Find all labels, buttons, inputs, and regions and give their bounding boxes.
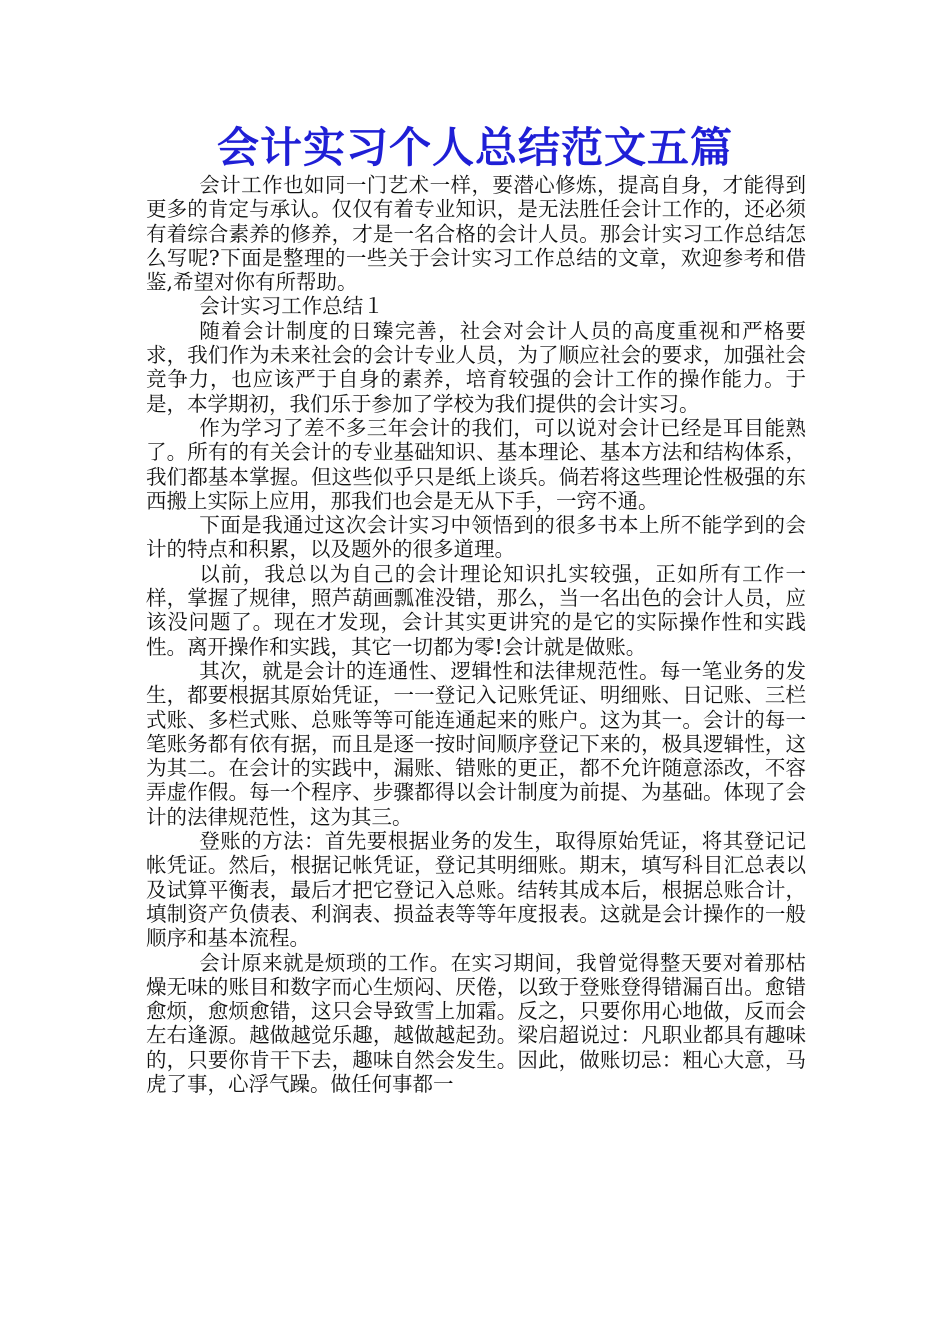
document-body [146,173,806,1096]
section-heading: 会计实习工作总结１ [199,294,384,319]
document-title: 会计实习个人总结范文五篇 [216,123,733,172]
body-paragraph-2: 作为学习了差不多三年会计的我们，可以说对会计已经是耳目能熟了。所有的有关会计的专业基础知识、基本理论、基本方法和结构体系，我们都基本掌握。但这些似乎只是纸上谈兵。倘若将这些理论性极强的东西搬上实际上应用，那我们也会是无从下手，一窍不通。 [146,415,806,513]
body-paragraph-4: 以前，我总以为自己的会计理论知识扎实较强，正如所有工作一样，掌握了规律，照芦葫画瓢准没错，那么，当一名出色的会计人员，应该没问题了。现在才发现，会计其实更讲究的是它的实际操作性和实践性。离开操作和实践，其它一切都为零!会计就是做账。 [146,561,806,659]
body-paragraph-5: 其次，就是会计的连通性、逻辑性和法律规范性。每一笔业务的发生，都要根据其原始凭证，一一登记入记账凭证、明细账、日记账、三栏式账、多栏式账、总账等等可能连通起来的账户。这为其一。会计的每一笔账务都有依有据，而且是逐一按时间顺序登记下来的，极具逻辑性，这为其二。在会计的实践中，漏账、错账的更正，都不允许随意添改，不容弄虚作假。每一个程序、步骤都得以会计制度为前提、为基础。体现了会计的法律规范性，这为其三。 [146,658,806,829]
intro-paragraph: 会计工作也如同一门艺术一样，要潜心修炼，提高自身，才能得到更多的肯定与承认。仅仅有着专业知识，是无法胜任会计工作的，还必须有着综合素养的修养，才是一名合格的会计人员。那会计实习工作总结怎么写呢?下面是整理的一些关于会计实习工作总结的文章，欢迎参考和借鉴,希望对你有所帮助。 [146,173,806,295]
body-paragraph-1: 随着会计制度的日臻完善，社会对会计人员的高度重视和严格要求，我们作为未来社会的会计专业人员，为了顺应社会的要求，加强社会竞争力，也应该严于自身的素养，培育较强的会计工作的操作能力。于是，本学期初，我们乐于参加了学校为我们提供的会计实习。 [146,318,806,416]
body-paragraph-7: 会计原来就是烦琐的工作。在实习期间，我曾觉得整天要对着那枯燥无味的账目和数字而心生烦闷、厌倦，以致于登账登得错漏百出。愈错愈烦，愈烦愈错，这只会导致雪上加霜。反之，只要你用心地做，反而会左右逢源。越做越觉乐趣，越做越起劲。梁启超说过：凡职业都具有趣味的，只要你肯干下去，趣味自然会发生。因此，做账切忌：粗心大意，马虎了事，心浮气躁。做任何事都一 [146,950,806,1096]
body-paragraph-6: 登账的方法：首先要根据业务的发生，取得原始凭证，将其登记记帐凭证。然后，根据记帐凭证，登记其明细账。期末，填写科目汇总表以及试算平衡表，最后才把它登记入总账。结转其成本后，根据总账合计，填制资产负债表、利润表、损益表等等年度报表。这就是会计操作的一般顺序和基本流程。 [146,829,806,951]
body-paragraph-3: 下面是我通过这次会计实习中领悟到的很多书本上所不能学到的会计的特点和积累，以及题外的很多道理。 [146,513,806,562]
